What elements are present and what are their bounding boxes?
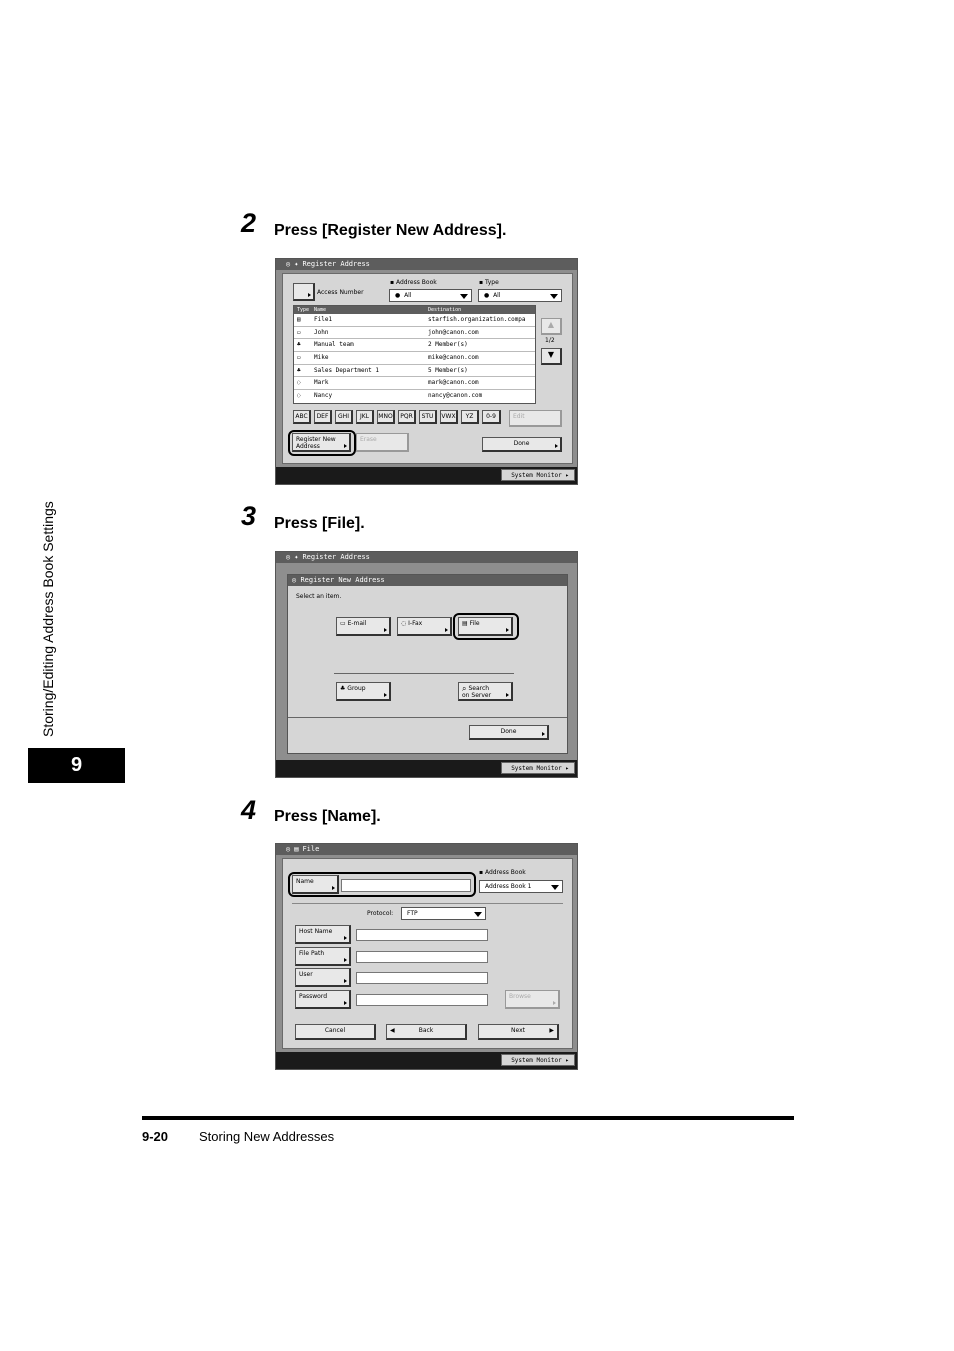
column-name: Name xyxy=(314,307,327,313)
address-book-label: ▪ Address Book xyxy=(390,279,437,286)
table-row[interactable]: ♣ Sales Department 1 5 Member(s) xyxy=(294,365,535,378)
home-icon: ◎ xyxy=(292,576,301,584)
key-yz[interactable]: YZ xyxy=(461,410,479,424)
footer-section-title: Storing New Addresses xyxy=(199,1129,335,1144)
arrow-down-icon: ▼ xyxy=(547,350,555,359)
access-number-button[interactable] xyxy=(293,283,315,301)
protocol-dropdown[interactable]: FTP xyxy=(401,907,486,920)
page-indicator: 1/2 xyxy=(545,337,555,344)
step-instruction: Press [Register New Address]. xyxy=(274,222,507,239)
access-number-label: Access Number xyxy=(317,289,364,296)
key-vwx[interactable]: VWX xyxy=(440,410,458,424)
register-address-screen xyxy=(275,258,578,485)
scroll-up-button[interactable] xyxy=(541,318,562,335)
table-row[interactable]: ◌ Mark mark@canon.com xyxy=(294,377,535,390)
protocol-label: Protocol: xyxy=(367,910,394,917)
next-button[interactable]: Next ▶ xyxy=(478,1024,559,1040)
system-monitor-button[interactable]: System Monitor ▸ xyxy=(501,762,575,774)
home-icon: ◎ xyxy=(286,260,291,268)
file-icon: ▤ xyxy=(297,316,301,323)
email-icon: ▭ xyxy=(297,328,301,336)
system-monitor-button[interactable]: System Monitor ▸ xyxy=(501,1054,575,1066)
step-instruction: Press [File]. xyxy=(274,515,365,532)
search-on-server-button[interactable]: ⌕ Search on Server xyxy=(458,682,513,701)
ifax-icon: ◌ xyxy=(401,620,409,627)
column-type: Type xyxy=(297,307,310,313)
address-book-icon: ✦ xyxy=(294,260,299,268)
home-icon: ◎ xyxy=(286,845,291,853)
host-name-field[interactable] xyxy=(356,929,488,941)
back-button[interactable]: ◀ Back xyxy=(386,1024,467,1040)
dialog-title-bar: ◎ Register New Address xyxy=(288,575,567,586)
dialog-box xyxy=(287,574,568,754)
chapter-number-tab: 9 xyxy=(28,748,125,783)
group-icon: ♣ xyxy=(297,366,301,374)
type-label: ▪ Type xyxy=(479,279,499,286)
scroll-down-button[interactable] xyxy=(541,348,562,365)
edit-button[interactable]: Edit xyxy=(509,410,562,427)
table-row[interactable]: ▭ Mike mike@canon.com xyxy=(294,352,535,365)
key-0-9[interactable]: 0-9 xyxy=(482,410,501,424)
file-icon: ▤ xyxy=(462,620,470,627)
table-row[interactable]: ▤ File1 starfish.organization.compa xyxy=(294,314,535,327)
screen-title: Register Address xyxy=(302,553,370,561)
search-server-icon: ⌕ xyxy=(462,684,467,693)
screen-title-bar xyxy=(276,259,577,270)
password-field[interactable] xyxy=(356,994,488,1006)
email-icon: ▭ xyxy=(340,620,348,627)
divider xyxy=(288,717,567,718)
ifax-icon: ◌ xyxy=(297,379,301,387)
footer-rule xyxy=(142,1116,794,1120)
browse-button[interactable]: Browse xyxy=(505,990,560,1009)
name-button[interactable]: Name xyxy=(292,875,339,894)
email-icon: ▭ xyxy=(297,354,301,362)
group-button[interactable]: ♣ Group xyxy=(336,682,391,701)
cancel-button[interactable]: Cancel xyxy=(295,1024,376,1040)
system-monitor-button[interactable]: System Monitor ▸ xyxy=(501,469,575,481)
file-path-field[interactable] xyxy=(356,951,488,963)
done-button[interactable]: Done xyxy=(482,437,562,452)
divider xyxy=(292,903,563,904)
chevron-down-icon xyxy=(551,885,559,890)
table-row[interactable]: ◌ Nancy nancy@canon.com xyxy=(294,390,535,403)
page-number: 9-20 xyxy=(142,1129,169,1144)
step-number: 2 xyxy=(241,208,257,238)
user-field[interactable] xyxy=(356,972,488,984)
file-icon: ▤ xyxy=(294,845,299,853)
screen-title-bar xyxy=(276,844,577,855)
register-new-address-button[interactable]: Register New Address xyxy=(292,433,351,452)
file-button[interactable]: ▤ File xyxy=(458,617,513,636)
key-stu[interactable]: STU xyxy=(419,410,437,424)
screen-body xyxy=(282,566,573,757)
user-button[interactable]: User xyxy=(295,968,351,987)
address-book-dropdown[interactable]: Address Book 1 xyxy=(479,880,563,893)
address-book-icon: ✦ xyxy=(294,553,299,561)
chevron-down-icon xyxy=(460,294,468,299)
ifax-button[interactable]: ◌ I-Fax xyxy=(397,617,452,636)
address-book-dropdown[interactable]: ● All xyxy=(389,289,472,302)
group-icon: ♣ xyxy=(340,685,348,692)
name-field[interactable] xyxy=(341,879,471,892)
system-bar xyxy=(276,1052,577,1069)
system-bar xyxy=(276,760,577,777)
step-number: 4 xyxy=(241,795,257,825)
system-bar xyxy=(276,467,577,484)
chapter-side-title: Storing/Editing Address Book Settings xyxy=(40,501,56,737)
host-name-button[interactable]: Host Name xyxy=(295,925,351,944)
done-button[interactable]: Done xyxy=(469,725,549,740)
key-jkl[interactable]: JKL xyxy=(356,410,374,424)
screen-body xyxy=(282,858,573,1049)
key-ghi[interactable]: GHI xyxy=(335,410,353,424)
type-dropdown[interactable]: ● All xyxy=(478,289,562,302)
screen-title: Register Address xyxy=(302,260,370,268)
arrow-left-icon: ◀ xyxy=(390,1027,395,1034)
key-pqr[interactable]: PQR xyxy=(398,410,416,424)
group-icon: ♣ xyxy=(297,341,301,349)
key-def[interactable]: DEF xyxy=(314,410,332,424)
screen-body xyxy=(282,273,573,464)
table-header xyxy=(294,306,535,314)
home-icon: ◎ xyxy=(286,553,291,561)
password-button[interactable]: Password xyxy=(295,990,351,1009)
step-number: 3 xyxy=(241,501,257,531)
chevron-down-icon xyxy=(550,294,558,299)
file-screen xyxy=(275,843,578,1070)
screen-title: File xyxy=(302,845,320,853)
arrow-right-icon: ▶ xyxy=(549,1027,554,1034)
table-row[interactable]: ▭ John john@canon.com xyxy=(294,327,535,340)
arrow-up-icon: ▲ xyxy=(547,320,555,329)
screen-title-bar xyxy=(276,552,577,563)
table-row[interactable]: ♣ Manual team 2 Member(s) xyxy=(294,339,535,352)
address-table xyxy=(293,305,536,404)
erase-button[interactable]: Erase xyxy=(356,433,409,452)
step-instruction: Press [Name]. xyxy=(274,808,381,825)
chevron-down-icon xyxy=(474,912,482,917)
key-abc[interactable]: ABC xyxy=(293,410,311,424)
email-button[interactable]: ▭ E-mail xyxy=(336,617,391,636)
divider xyxy=(334,673,514,674)
address-book-label: ▪ Address Book xyxy=(479,869,526,876)
ifax-icon: ◌ xyxy=(297,392,301,400)
key-mno[interactable]: MNO xyxy=(377,410,395,424)
prompt-text: Select an item. xyxy=(296,593,342,600)
file-path-button[interactable]: File Path xyxy=(295,947,351,966)
column-destination: Destination xyxy=(428,307,462,313)
register-new-address-screen xyxy=(275,551,578,778)
